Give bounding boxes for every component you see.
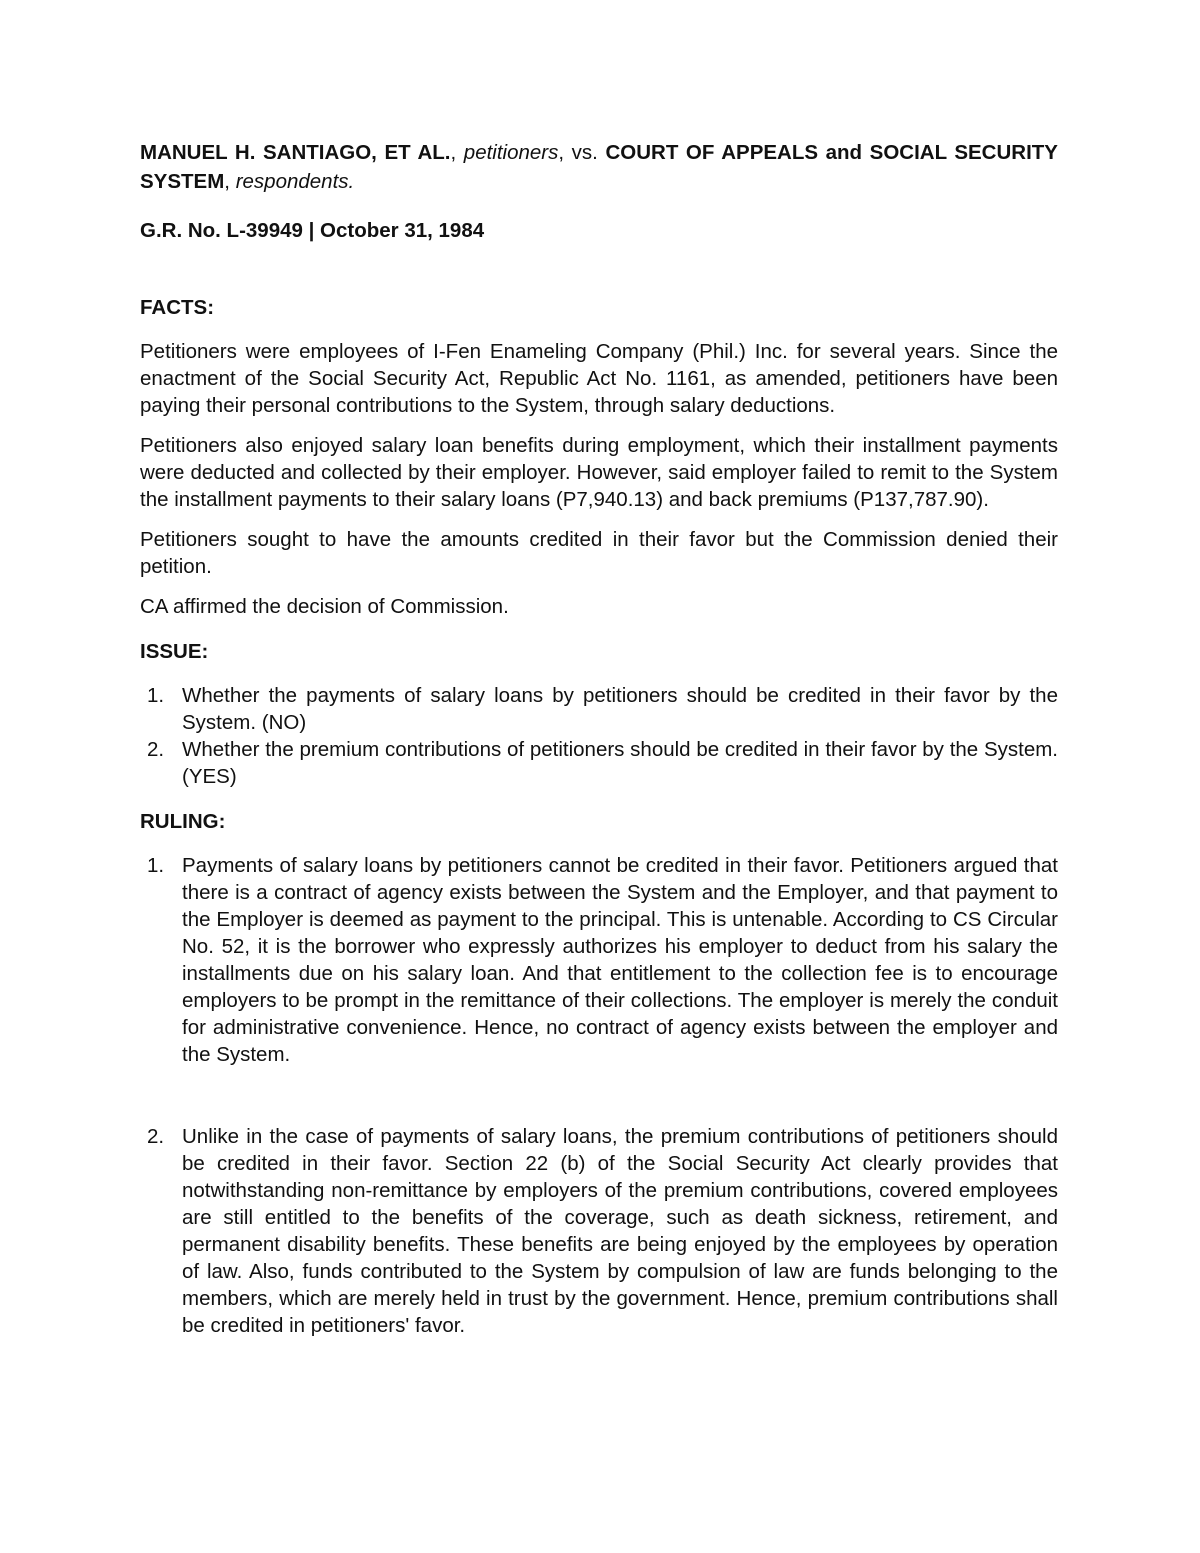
issue-item (140, 736, 1058, 790)
facts-paragraph: Petitioners also enjoyed salary loan benefits during employment, which their installment payments were deducted and collected by their employer. However, said employer failed to remit to the System the installment payments to their salary loans (P7,940.13) and back premiums (P137,787.90). (140, 434, 1058, 511)
respondents-role: respondents. (235, 170, 355, 193)
issue-item-text: Whether the payments of salary loans by petitioners should be credited in their favor by the System. (NO) (182, 684, 1058, 734)
ruling-item-text: Payments of salary loans by petitioners cannot be credited in their favor. Petitioners argued that there is a contract of agency exists between the System and the Employer, and that payment to the Employer is deemed as payment to the principal. This is untenable. According to CS Circular No. 52, it is the borrower who expressly authorizes his employer to deduct from his salary the installments due on his salary loan. And that entitlement to the collection fee is to encourage employers to be prompt in the remittance of their collections. The employer is merely the conduit for administrative convenience. Hence, no contract of agency exists between the employer and the System. (182, 854, 1058, 1066)
ruling-heading: RULING: (140, 810, 226, 833)
issue-item-text: Whether the premium contributions of petitioners should be credited in their favor by the System. (YES) (182, 738, 1058, 788)
issue-item-number: 1. (147, 684, 165, 707)
respondents-name: COURT OF APPEALS and SOCIAL SECURITY SYSTEM (140, 141, 1058, 193)
issue-item-number: 2. (147, 738, 165, 761)
versus: vs. (571, 141, 598, 164)
ruling-list (140, 852, 1058, 1339)
petitioners-role: petitioners (463, 141, 559, 164)
case-number-date: G.R. No. L-39949 | October 31, 1984 (140, 219, 485, 242)
ruling-item (140, 852, 1058, 1068)
issue-list (140, 682, 1058, 790)
ruling-item-number: 2. (147, 1125, 165, 1148)
facts-paragraph: CA affirmed the decision of Commission. (140, 595, 509, 618)
ruling-item (140, 1123, 1058, 1339)
facts-heading: FACTS: (140, 296, 215, 319)
petitioners-name: MANUEL H. SANTIAGO, ET AL. (140, 141, 451, 164)
issue-heading: ISSUE: (140, 640, 209, 663)
case-title: MANUEL H. SANTIAGO, ET AL., petitioners, vs. COURT OF APPEALS and SOCIAL SECURITY SYSTEM, respondents. (140, 141, 1058, 193)
ruling-item-text: Unlike in the case of payments of salary loans, the premium contributions of petitioners should be credited in their favor. Section 22 (b) of the Social Security Act clearly provides that notwithstanding non-remittance by employers of the premium contributions, covered employees are still entitled to the benefits of the coverage, such as death sickness, retirement, and permanent disability benefits. These benefits are being enjoyed by the employees by operation of law. Also, funds contributed to the System by compulsion of law are funds belonging to the members, which are merely held in trust by the government. Hence, premium contributions shall be credited in petitioners' favor. (182, 1125, 1058, 1337)
facts-paragraph: Petitioners sought to have the amounts credited in their favor but the Commission denied their petition. (140, 528, 1058, 578)
document-page (140, 138, 1058, 1339)
issue-item (140, 682, 1058, 736)
ruling-item-number: 1. (147, 854, 165, 877)
facts-paragraph: Petitioners were employees of I-Fen Enameling Company (Phil.) Inc. for several years. Since the enactment of the Social Security Act, Republic Act No. 1161, as amended, petitioners have been paying their personal contributions to the System, through salary deductions. (140, 340, 1058, 417)
